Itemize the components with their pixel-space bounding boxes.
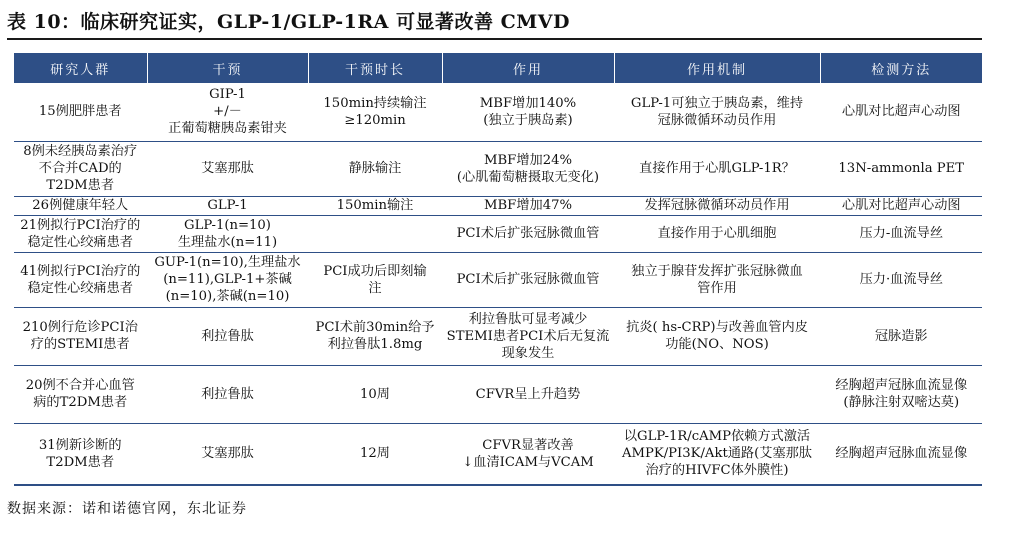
cell-text: 利拉鲁肽可显考减少 [468,311,588,327]
cell-duration [308,196,442,215]
cell-intervention [147,423,308,485]
cell-effect [442,83,614,141]
cell-text: 经胸超声冠脉血流显像 [835,378,968,393]
cell-text: 直接作用于心肌细胞 [657,226,777,241]
cell-text: 冠脉造影 [874,328,928,344]
header-method: 检测方法 [820,53,982,83]
cell-text: 210例行危诊PCI治 [22,320,138,335]
cell-mechanism [614,83,820,141]
table-row [14,83,982,141]
cell-duration [308,83,442,141]
cell-text: 以GLP-1R/cAMP依赖方式激活 [623,429,811,445]
cell-text: 艾塞那肽 [201,161,254,176]
cell-text: 病的T2DM患者 [33,395,128,410]
cell-text: 直接作用于心肌GLP-1R？ [639,161,795,176]
cell-duration [308,423,442,485]
cell-text: 31例新诊断的 [38,437,122,453]
cell-text: 功能(NO、NOS) [665,337,769,352]
cell-text: 利拉鲁肽 [201,328,254,344]
cell-mechanism [614,215,820,252]
cell-effect [442,423,614,485]
cell-intervention [147,83,308,141]
cell-text: PCI术后扩张冠脉微血管 [456,272,600,287]
cell-text: 21例拟行PCI治疗的 [20,217,141,233]
table-row [14,423,982,485]
cell-intervention [147,215,308,252]
source-note: 数据来源：诺和诺德官网，东北证券 [7,501,247,517]
cell-text: (n=11),GLP-1+茶碱 [163,272,292,287]
cell-text: GLP-1(n=10) [184,217,271,233]
cell-effect [442,307,614,365]
cell-text: +/－ [213,104,242,120]
cell-text: (n=10),茶碱(n=10) [165,289,290,304]
cell-text: 独立于腺苷发挥扩张冠脉微血 [631,263,803,279]
clinical-studies-table [14,53,982,486]
cell-population [14,215,147,252]
cell-text: AMPK/PI3K/Akt通路(艾塞那肽 [621,446,813,462]
cell-text: 利拉鲁肽 [201,386,254,402]
cell-intervention [147,196,308,215]
cell-text: 13N-ammonla PET [838,161,965,176]
cell-text: 150min持续输注 [323,95,427,111]
cell-text: 压力·血流导丝 [859,272,943,287]
cell-text: T2DM患者 [46,454,115,470]
cell-text: PCI成功后即刻输 [323,263,427,279]
cell-text: PCI术前30min给予 [315,320,435,335]
cell-text: (独立于胰岛素) [483,112,573,128]
cell-text: CFVR呈上升趋势 [475,386,581,402]
title-divider [7,38,982,40]
cell-text: 稳定性心绞痛患者 [27,280,133,296]
cell-text: 静脉输注 [348,161,402,176]
cell-population [14,141,147,196]
cell-text: 治疗的HIVFC体外膜性) [645,463,789,479]
cell-method [820,423,982,485]
cell-population [14,196,147,215]
cell-mechanism [614,307,820,365]
cell-mechanism [614,196,820,215]
cell-duration [308,215,442,252]
table-row [14,252,982,307]
header-row [14,53,982,83]
header-effect: 作用 [442,53,614,83]
cell-method [820,141,982,196]
header-duration: 干预时长 [308,53,442,83]
table-title: 表 10：临床研究证实，GLP-1/GLP-1RA 可显著改善 CMVD [7,11,571,33]
cell-intervention [147,252,308,307]
cell-text: 10周 [360,386,390,402]
cell-text: ↓血清ICAM与VCAM [462,454,594,470]
cell-mechanism [614,365,820,423]
cell-text: 15例肥胖患者 [38,104,122,120]
cell-population [14,252,147,307]
table-row [14,365,982,423]
cell-text: GIP-1 [209,87,246,103]
cell-text: 稳定性心绞痛患者 [27,234,133,250]
cell-text: 150min输注 [336,198,414,213]
cell-text: 艾塞那肽 [201,446,254,462]
cell-text: 冠脉微循环动员作用 [657,112,777,128]
cell-text: PCI术后扩张冠脉微血管 [456,226,600,241]
cell-mechanism [614,423,820,485]
cell-text: 发挥冠脉微循环动员作用 [644,198,790,213]
table-row [14,307,982,365]
cell-mechanism [614,252,820,307]
cell-text: 抗炎( hs-CRP)与改善血管内皮 [626,320,808,335]
cell-text: 现象发生 [501,345,555,361]
cell-text: 26例健康年轻人 [32,198,129,213]
cell-text: 8例未经胰岛素治疗 [23,144,138,159]
cell-text: GUP-1(n=10),生理盐水 [154,255,301,270]
cell-duration [308,141,442,196]
header-intervention: 干预 [147,53,308,83]
cell-text: 注 [368,280,382,296]
cell-text: 管作用 [697,280,737,296]
cell-text: T2DM患者 [46,178,115,193]
cell-method [820,196,982,215]
cell-text: (静脉注射双嘧达莫) [843,395,960,410]
cell-text: 不合并CAD的 [38,161,122,176]
table-row [14,215,982,252]
cell-text: 20例不合并心血管 [25,378,135,393]
cell-text: 12周 [360,446,390,462]
cell-text: 41例拟行PCI治疗的 [20,263,141,279]
cell-duration [308,252,442,307]
cell-text: 生理盐水(n=11) [177,234,278,250]
cell-population [14,365,147,423]
table-row [14,196,982,215]
cell-text: GLP-1 [207,198,248,213]
cell-method [820,215,982,252]
cell-population [14,83,147,141]
cell-intervention [147,365,308,423]
cell-population [14,307,147,365]
cell-method [820,252,982,307]
cell-text: ≥120min [344,112,406,128]
cell-duration [308,307,442,365]
cell-text: (心肌葡萄糖摄取无变化) [456,169,600,185]
cell-method [820,307,982,365]
cell-text: 经胸超声冠脉血流显像 [835,446,968,462]
cell-text: CFVR显著改善 [482,437,574,453]
cell-text: STEMI患者PCI术后无复流 [446,328,610,344]
cell-text: MBF增加47% [483,198,573,213]
cell-text: MBF增加24% [483,152,573,168]
table-body [14,83,982,485]
cell-intervention [147,307,308,365]
cell-text: 疗的STEMI患者 [30,337,130,352]
cell-text: 心肌对比超声心动图 [841,104,961,120]
cell-duration [308,365,442,423]
cell-intervention [147,141,308,196]
cell-text: MBF增加140% [479,95,577,111]
cell-method [820,83,982,141]
header-population: 研究人群 [14,53,147,83]
cell-effect [442,141,614,196]
cell-text: 心肌对比超声心动图 [841,198,961,213]
cell-effect [442,215,614,252]
cell-population [14,423,147,485]
header-mechanism: 作用机制 [614,53,820,83]
cell-effect [442,252,614,307]
cell-text: 利拉鲁肽1.8mg [327,337,423,352]
cell-method [820,365,982,423]
cell-text: 压力-血流导丝 [859,226,944,241]
cell-effect [442,365,614,423]
cell-effect [442,196,614,215]
cell-text: GLP-1可独立于胰岛素，维持 [630,95,804,111]
table-row [14,141,982,196]
cell-mechanism [614,141,820,196]
cell-text: 正葡萄糖胰岛素钳夹 [168,121,287,137]
